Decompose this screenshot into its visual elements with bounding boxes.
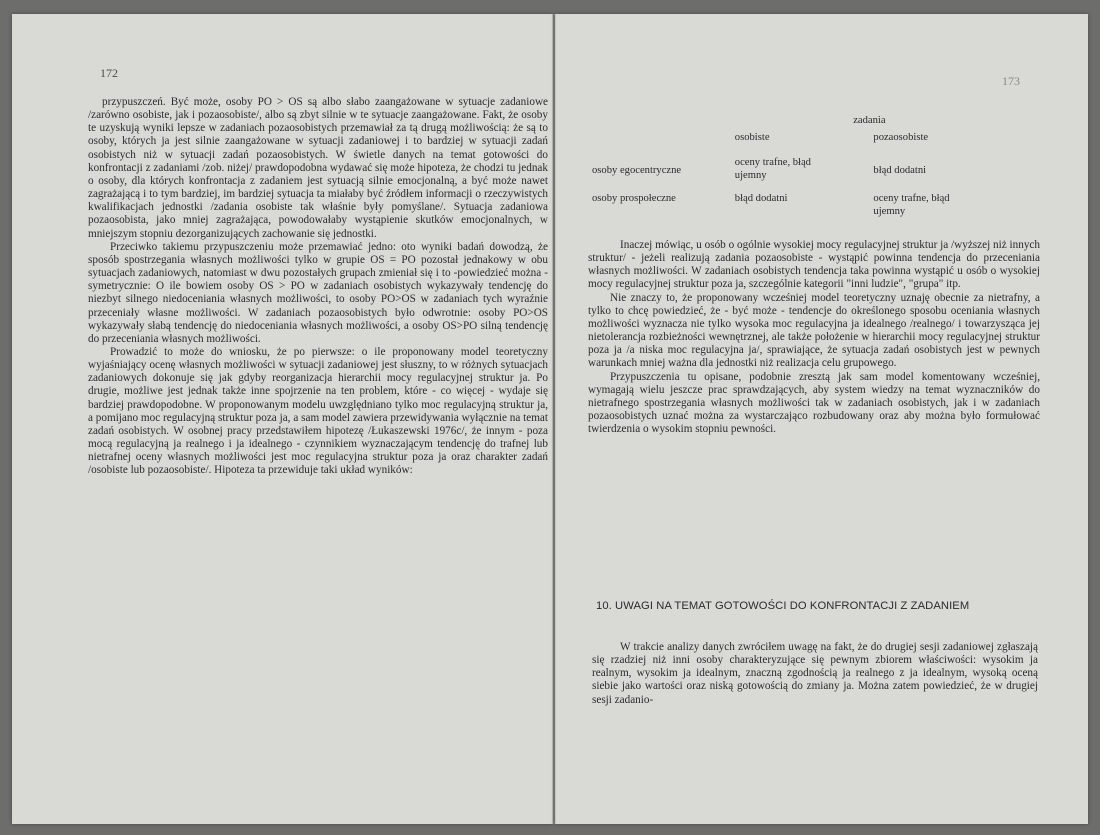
column-header: osobiste bbox=[734, 132, 770, 143]
table-cell: oceny trafne, błąd ujemny bbox=[873, 193, 950, 217]
results-table bbox=[588, 112, 1008, 220]
paragraph: Prowadzić to może do wniosku, że po pierwsze: o ile proponowany model teoretyczny wyjaśniający ocenę własnych możliwości w sytuacji zadaniowej jest słuszny, to w różnych sytuacjach zadaniowych dokonuje się jak gdyby reorganizacja hierarchii mocy regulacyjnej struktur ja. Po drugie, możliwe jest jednak także inne spojrzenie na ten problem, które - co więcej - wydaje się bardziej prawdopodobne. W proponowanym modelu uwzględniano tylko moc regulacyjną struktur ja, a pomijano moc regulacyjną struktur poza ja, a sam model zawiera przewidywania wyłącznie na temat zadań osobistych. W osobnej pracy przedstawiłem hipotezę /Łukaszewski 1976c/, że innym - poza mocą regulacyjną ja realnego i ja idealnego - czynnikiem wyznaczającym tendencję do trafnej lub nietrafnej oceny własnych możliwości jest moc regulacyjna struktur poza ja oraz charakter zadań /osobiste lub pozaosobiste/. Hipoteza ta przewiduje taki układ wyników: bbox=[88, 345, 548, 477]
paragraph: przypuszczeń. Być może, osoby PO > OS są albo słabo zaangażowane w sytuacje zadaniowe /zarówno osobiste, jak i pozaosobiste/, albo są zbyt silnie w te sytuacje zaangażowane. Fakt, że osoby te uzyskują wyniki lepsze w zadaniach pozaosobistych przemawiał za tą drugą możliwością: że są to osoby, których ja jest silnie zaangażowane w sytuacji zadaniowej i to bardziej w sytuacji zadań osobistych niż w sytuacji zadań pozaosobistych. W świetle danych na temat gotowości do konfrontacji z zadaniami /zob. niżej/ prawdopodobna wydawać się może hipoteza, że chodzi tu jednak o osoby, dla których konfrontacja z zadaniem jest sytuacją silnie emocjonalną, a być może nawet zagrażającą i to tym bardziej, im bardziej sytuacja ta miałaby być źródłem informacji o rzeczywistych kwalifikacjach jednostki /zadania osobiste tak właśnie były pomyślane/. Sytuacja zadaniowa pozaosobista, jako mniej zagrażająca, powodowałaby wystąpienie skutków emocjonalnych, w mniejszym stopniu dezorganizujących zachowanie się jednostki. bbox=[88, 96, 548, 240]
row-label: osoby egocentryczne bbox=[592, 165, 682, 176]
left-page bbox=[12, 14, 553, 824]
paragraph: Przeciwko takiemu przypuszczeniu może przemawiać jedno: oto wyniki badań dowodzą, że sposób spostrzegania własnych możliwości tylko w grupie OS = PO pozostał jednakowy w obu sytuacjach zadaniowych, natomiast w dwu pozostałych grupach zmieniał się i to -powiedzieć można - symetrycznie: O ile bowiem osoby OS > PO w zadaniach osobistych wykazywały tendencję do niezbyt silnego niedoceniania własnych możliwości, to osoby PO>OS w zadaniach tych wyraźnie przeceniały własne możliwości. W zadaniach pozaosobistych było odwrotnie: osoby PO>OS wykazywały słabą tendencję do niedoceniania własnych możliwości, a osoby OS>PO silną tendencję do przeceniania własnych możliwości. bbox=[88, 240, 548, 345]
paragraph: Inaczej mówiąc, u osób o ogólnie wysokiej mocy regulacyjnej struktur ja /wyższej niż innych struktur/ - jeżeli realizują zadania pozaosobiste - wystąpić powinna tendencja do przeceniania własnych możliwości. W zadaniach osobistych tendencja taka powinna wystąpić u osób o wysokiej mocy regulacyjnej struktur poza ja, szczególnie kategorii "inni ludzie", "grupa" itp. bbox=[588, 239, 1040, 291]
table-row bbox=[588, 154, 1008, 184]
paragraph: Przypuszczenia tu opisane, podobnie zresztą jak sam model komentowany wcześniej, wymagają wielu jeszcze prac sprawdzających, aby system wiedzy na temat wyznaczników do nietrafnego spostrzegania własnych możliwości tak w zadaniach osobistych, jak i w zadaniach pozaosobistych uznać można za wystarczająco rozbudowany oraz aby można było formułować twierdzenia o wysokim stopniu pewności. bbox=[588, 370, 1040, 436]
column-header: pozaosobiste bbox=[873, 132, 929, 143]
row-label: osoby prospołeczne bbox=[592, 193, 676, 204]
table-group-header: zadania bbox=[853, 115, 886, 126]
table-cell: błąd dodatni bbox=[873, 165, 927, 176]
table-row bbox=[588, 184, 1008, 220]
table-cell: błąd dodatni bbox=[734, 193, 788, 204]
left-page-body bbox=[88, 96, 548, 478]
right-page bbox=[555, 14, 1088, 824]
section-heading: 10. UWAGI NA TEMAT GOTOWOŚCI DO KONFRONTACJI Z ZADANIEM bbox=[596, 600, 970, 612]
page-number: 173 bbox=[1002, 74, 1020, 88]
paragraph: Nie znaczy to, że proponowany wcześniej model teoretyczny uznaję obecnie za nietrafny, a tylko to chcę powiedzieć, że - być może - tendencje do określonego sposobu oceniania własnych możliwości wyznacza nie tylko wysoka moc regulacyjna ja idealnego /realnego/ i towarzysząca jej nietolerancja rozbieżności wewnętrznej, ale także położenie w hierarchii mocy regulacyjnej struktur poza ja /a niska moc regulacyjna ja/, sprawiające, że sytuacja zadań osobistych jest w pewnych warunkach mniej ważna dla jednostki niż realizacja celu grupowego. bbox=[588, 291, 1040, 370]
right-page-body bbox=[588, 239, 1040, 436]
paragraph: W trakcie analizy danych zwróciłem uwagę na fakt, że do drugiej sesji zadaniowej zgłaszają się rzadziej niż inni osoby charakteryzujące się pewnym zbiorem właściwości: wysokim ja realnym, wysokim ja idealnym, znaczną zgodnością ja realnego z ja idealnym, wysoką oceną siebie jako wartości oraz niską gotowością do zmiany ja. Można zatem powiedzieć, że w drugiej sesji zadanio- bbox=[592, 641, 1038, 706]
section-body bbox=[592, 641, 1038, 707]
table-cell: oceny trafne, błąd ujemny bbox=[734, 157, 811, 181]
page-number: 172 bbox=[100, 66, 118, 80]
